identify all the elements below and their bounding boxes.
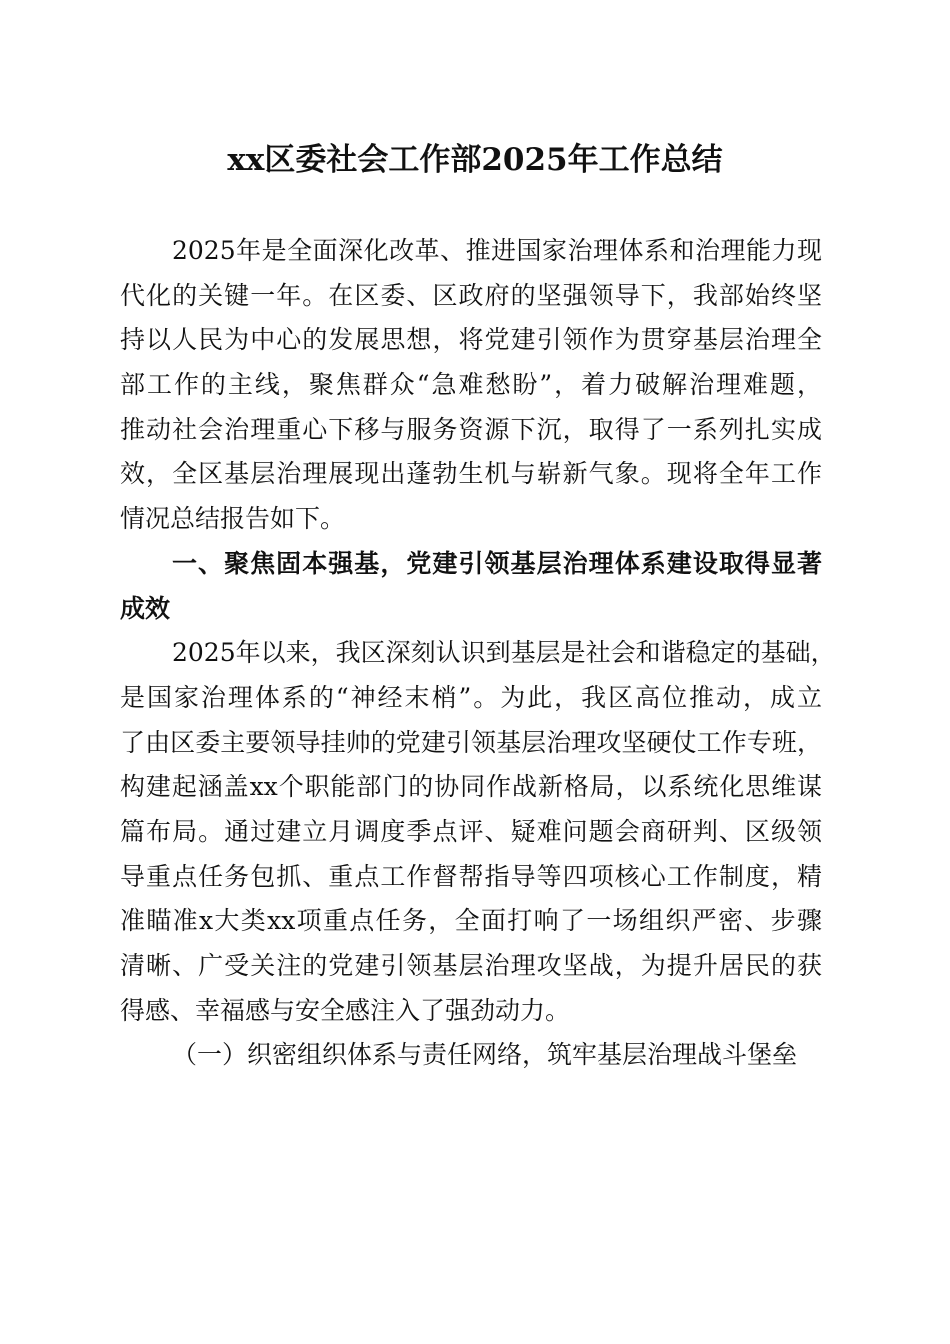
paragraph-line: 2025年是全面深化改革、推进国家治理体系和治理能力现 — [172, 236, 822, 265]
paragraph-line: 是国家治理体系的“神经末梢”。为此，我区高位推动，成立 — [120, 682, 822, 712]
subsection-heading: （一）织密组织体系与责任网络，筑牢基层治理战斗堡垒 — [172, 1040, 798, 1070]
paragraph-line: 清晰、广受关注的党建引领基层治理攻坚战，为提升居民的获 — [120, 951, 822, 980]
section-heading-line: 一、聚焦固本强基，党建引领基层治理体系建设取得显著 — [172, 548, 822, 578]
paragraph-line: 得感、幸福感与安全感注入了强劲动力。 — [120, 995, 571, 1025]
paragraph-line: 构建起涵盖xx个职能部门的协同作战新格局，以系统化思维谋 — [120, 772, 822, 802]
paragraph-line: 篇布局。通过建立月调度季点评、疑难问题会商研判、区级领 — [120, 816, 822, 846]
paragraph-line: 了由区委主要领导挂帅的党建引领基层治理攻坚硬仗工作专班， — [120, 727, 822, 757]
document-title: xx区委社会工作部2025年工作总结 — [227, 142, 723, 178]
paragraph-line: 情况总结报告如下。 — [120, 504, 346, 534]
paragraph-line: 2025年以来，我区深刻认识到基层是社会和谐稳定的基础， — [172, 638, 836, 668]
paragraph-line: 导重点任务包抓、重点工作督帮指导等四项核心工作制度，精 — [120, 861, 822, 891]
paragraph-line: 代化的关键一年。在区委、区政府的坚强领导下，我部始终坚 — [120, 280, 822, 310]
paragraph-line: 部工作的主线，聚焦群众“急难愁盼”，着力破解治理难题， — [120, 370, 822, 400]
document-body — [120, 229, 836, 1078]
section-heading-line: 成效 — [120, 593, 171, 623]
paragraph-line: 准瞄准x大类xx项重点任务，全面打响了一场组织严密、步骤 — [120, 906, 822, 936]
paragraph-line: 效，全区基层治理展现出蓬勃生机与崭新气象。现将全年工作 — [120, 459, 822, 489]
paragraph-line: 推动社会治理重心下移与服务资源下沉，取得了一系列扎实成 — [120, 414, 822, 444]
paragraph-line: 持以人民为中心的发展思想，将党建引领作为贯穿基层治理全 — [120, 325, 822, 355]
